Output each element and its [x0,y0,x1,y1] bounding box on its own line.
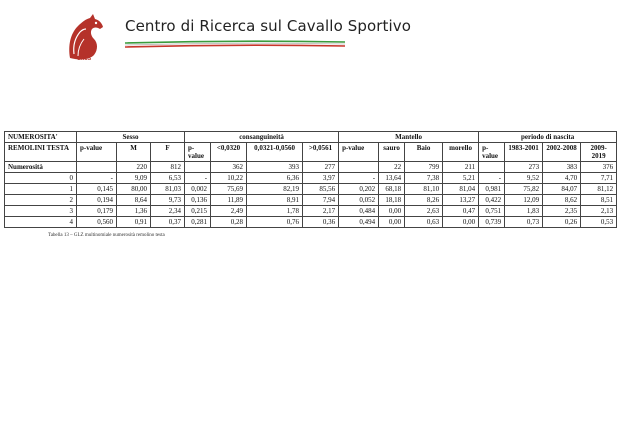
table-cell: 0,739 [479,217,505,228]
table-cell: 5,21 [443,173,479,184]
table-cell: 3,97 [303,173,339,184]
numerosita-cell: 799 [405,162,443,173]
table-cell: 7,71 [581,173,617,184]
table-cell: 0,73 [505,217,543,228]
table-cell: 0,36 [303,217,339,228]
table-cell: 0,052 [339,195,379,206]
table-cell: - [339,173,379,184]
table-cell: 8,91 [247,195,303,206]
table-cell: 8,64 [117,195,151,206]
numerosita-cell: 273 [505,162,543,173]
table-cell: 8,51 [581,195,617,206]
table-cell: 84,07 [543,184,581,195]
column-header: >0,0561 [303,143,339,162]
logo-caption: CRCS [76,56,92,62]
table-cell: 0,179 [77,206,117,217]
column-header: M [117,143,151,162]
table-cell: 2,17 [303,206,339,217]
table-cell: 2,35 [543,206,581,217]
table-cell: 0,194 [77,195,117,206]
row-label: 0 [5,173,77,184]
group-header-row [5,132,617,143]
table-cell: 0,281 [185,217,211,228]
table-cell: 2,13 [581,206,617,217]
table-cell: 4,70 [543,173,581,184]
page-header [0,0,600,80]
column-header: morello [443,143,479,162]
table-cell: 80,00 [117,184,151,195]
table-cell: 13,64 [379,173,405,184]
table-cell: 9,09 [117,173,151,184]
table-cell: 1,83 [505,206,543,217]
table-cell: 0,00 [443,217,479,228]
table-cell: 6,36 [247,173,303,184]
table-cell: 10,22 [211,173,247,184]
table-cell: 0,91 [117,217,151,228]
tricolor-stripes [125,40,345,48]
numerosita-cell: 376 [581,162,617,173]
table-cell: 0,37 [151,217,185,228]
row-label: 4 [5,217,77,228]
table-cell: 0,215 [185,206,211,217]
table-cell: 18,18 [379,195,405,206]
numerosita-cell: 220 [117,162,151,173]
numerosita-label: Numerosità [5,162,77,173]
table-cell: 0,28 [211,217,247,228]
numerosita-cell: 362 [211,162,247,173]
table-cell: 9,52 [505,173,543,184]
table-cell: 11,89 [211,195,247,206]
row-label: 3 [5,206,77,217]
column-header: Baio [405,143,443,162]
column-header: F [151,143,185,162]
table-cell: 0,484 [339,206,379,217]
table-cell: 7,38 [405,173,443,184]
table-cell: 6,53 [151,173,185,184]
column-header: 0,0321-0,0560 [247,143,303,162]
table-cell: 0,76 [247,217,303,228]
table-cell: 7,94 [303,195,339,206]
row-label: 2 [5,195,77,206]
group-header-sesso: Sesso [77,132,185,143]
column-header: sauro [379,143,405,162]
column-header: 2009-2019 [581,143,617,162]
table-cell: 0,494 [339,217,379,228]
table-cell: 0,981 [479,184,505,195]
table-cell: 1,78 [247,206,303,217]
row-header-label: REMOLINI TESTA [5,143,77,162]
table-row [5,206,617,217]
table-cell: 85,56 [303,184,339,195]
table-caption: Tabella 13 – GLZ multinomiale numerosità remolino testa [48,233,165,238]
table-row [5,184,617,195]
table-cell: 2,34 [151,206,185,217]
table-cell: 2,63 [405,206,443,217]
table-cell: - [479,173,505,184]
table-cell: 68,18 [379,184,405,195]
table-cell: 0,002 [185,184,211,195]
column-header: 1983-2001 [505,143,543,162]
table-cell: 2,49 [211,206,247,217]
table-cell: 81,03 [151,184,185,195]
numerosita-cell [479,162,505,173]
numerosita-cell [77,162,117,173]
table-cell: 9,73 [151,195,185,206]
numerosita-cell: 211 [443,162,479,173]
table-row [5,195,617,206]
column-header: p-value [479,143,505,162]
table-cell: 0,63 [405,217,443,228]
column-header: 2002-2008 [543,143,581,162]
column-header: p-value [185,143,211,162]
table-cell: 75,69 [211,184,247,195]
column-header: p-value [77,143,117,162]
table-cell: 13,27 [443,195,479,206]
numerosita-cell: 393 [247,162,303,173]
table-cell: 81,04 [443,184,479,195]
table-cell: 82,19 [247,184,303,195]
column-header: p-value [339,143,379,162]
table-cell: 8,26 [405,195,443,206]
table-cell: 0,00 [379,217,405,228]
numerosita-cell [185,162,211,173]
page-title: Centro di Ricerca sul Cavallo Sportivo [125,17,412,35]
table-cell: 0,47 [443,206,479,217]
remolini-table [4,131,617,228]
table-cell: 0,560 [77,217,117,228]
numerosita-row [5,162,617,173]
numerosita-cell [339,162,379,173]
table-cell: 75,82 [505,184,543,195]
group-header-mantello: Mantello [339,132,479,143]
column-header-row [5,143,617,162]
table-cell: 0,751 [479,206,505,217]
table-cell: - [77,173,117,184]
table-cell: 12,09 [505,195,543,206]
table-cell: 81,10 [405,184,443,195]
group-header-consanguineita: consanguineità [185,132,339,143]
group-header-periodo: periodo di nascita [479,132,617,143]
table-cell: 1,36 [117,206,151,217]
table-cell: 81,12 [581,184,617,195]
table-cell: - [185,173,211,184]
table-cell: 0,53 [581,217,617,228]
table-cell: 8,62 [543,195,581,206]
table-cell: 0,145 [77,184,117,195]
numerosita-cell: 812 [151,162,185,173]
table-row [5,173,617,184]
column-header: <0,0320 [211,143,247,162]
table-cell: 0,26 [543,217,581,228]
table-cell: 0,422 [479,195,505,206]
corner-header: NUMEROSITA' [5,132,77,143]
table-cell: 0,136 [185,195,211,206]
numerosita-cell: 383 [543,162,581,173]
numerosita-cell: 22 [379,162,405,173]
row-label: 1 [5,184,77,195]
table-cell: 0,00 [379,206,405,217]
numerosita-cell: 277 [303,162,339,173]
table-row [5,217,617,228]
table-cell: 0,202 [339,184,379,195]
